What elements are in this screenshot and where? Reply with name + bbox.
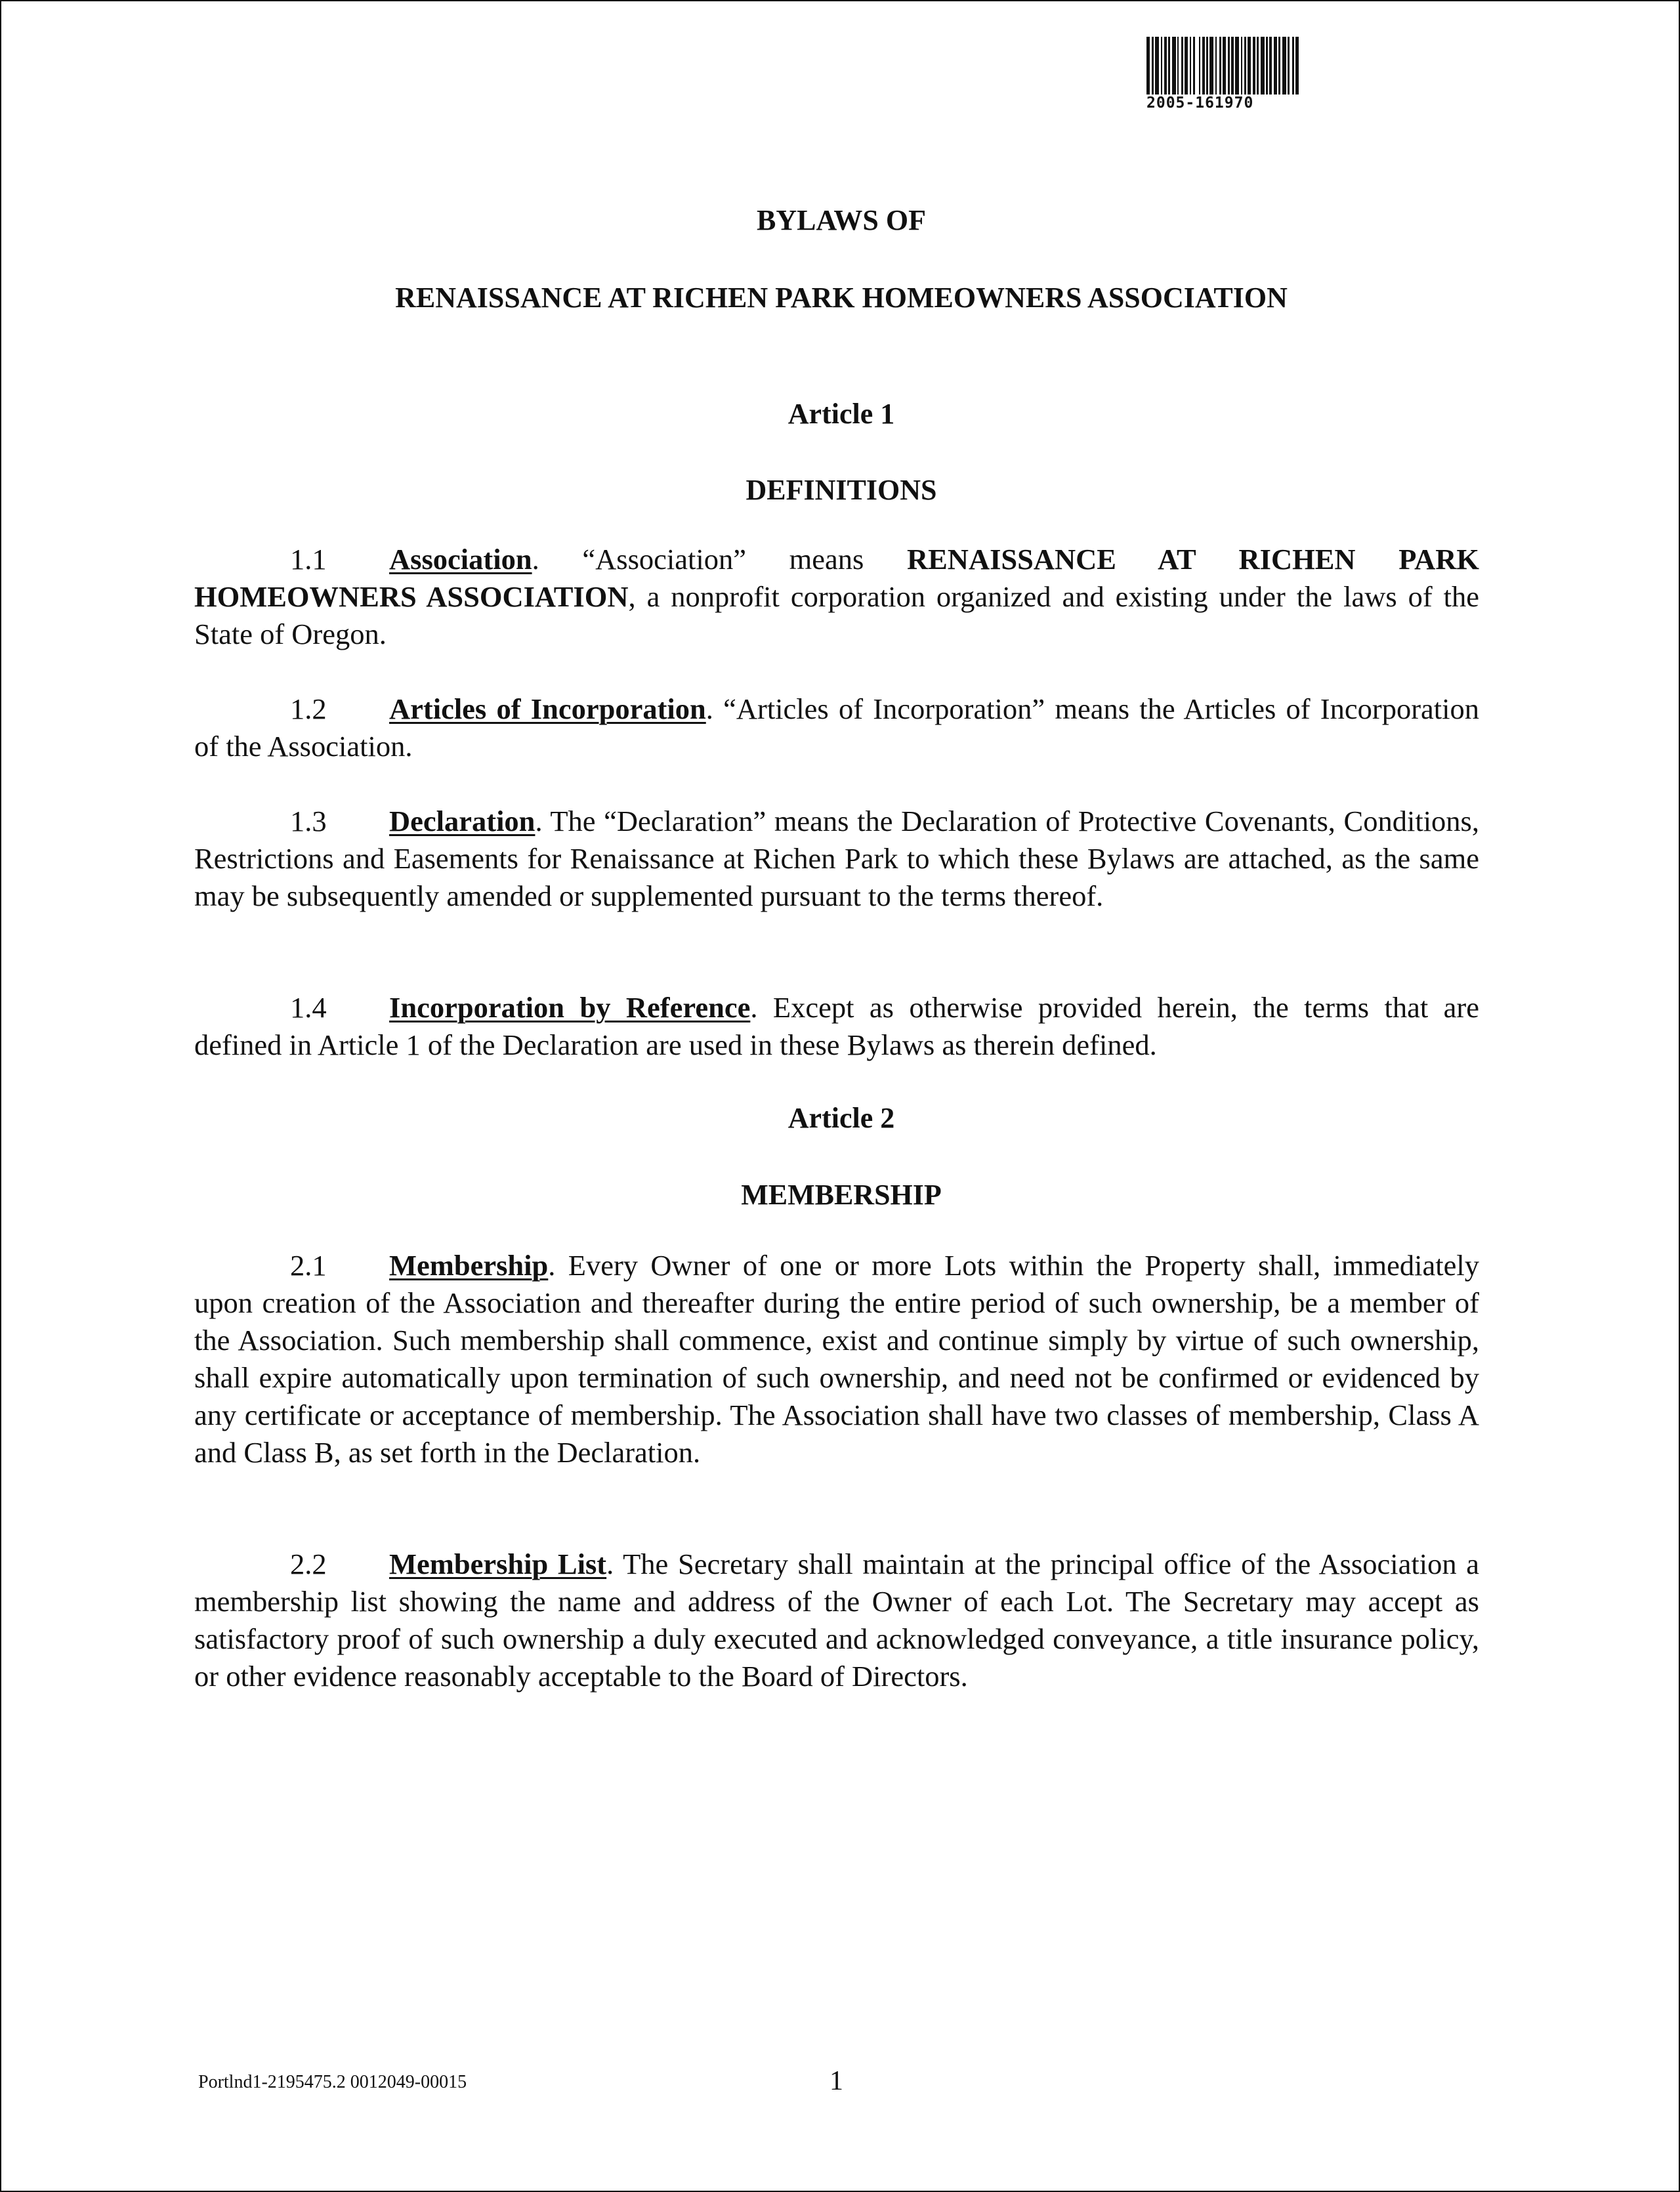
section-1-4 [194,989,1479,1064]
barcode-graphic [1146,37,1443,95]
section-number: 1.2 [290,692,327,725]
section-text: . Every Owner of one or more Lots within the Property shall, immediately upon creation of the Association and thereafter during the entire period of such ownership, be a member of the Association. Such membership shall commence, exist and continue simply by virtue of such ownership, shall expire automatically upon termination of such ownership, and need not be confirmed or evidenced by any certificate or acceptance of membership. The Association shall have two classes of membership, Class A and Class B, as set forth in the Declaration. [194,1249,1479,1469]
footer-document-id: Portlnd1-2195475.2 0012049-00015 [198,2072,467,2092]
section-1-1 [194,541,1479,653]
document-title-line-2: RENAISSANCE AT RICHEN PARK HOMEOWNERS ASSOCIATION [395,282,1288,314]
section-2-1 [194,1247,1479,1471]
section-number: 2.1 [290,1249,327,1282]
section-term: Declaration [389,805,536,837]
section-bold-name: RENAISSANCE AT RICHEN PARK HOMEOWNERS ASSOCIATION [194,543,1479,613]
section-1-2 [194,690,1479,765]
section-term: Articles of Incorporation [389,692,706,725]
section-text: . The Secretary shall maintain at the principal office of the Association a membership list showing the name and address of the Owner of each Lot. The Secretary may accept as satisfactory proof of such ownership a duly executed and acknowledged conveyance, a title insurance policy, or other evidence reasonably acceptable to the Board of Directors. [194,1548,1480,1693]
section-term: Membership List [389,1548,607,1580]
article-2-heading: MEMBERSHIP [741,1179,942,1211]
article-2-label: Article 2 [788,1102,895,1134]
section-text: . The “Declaration” means the Declaration of Protective Covenants, Conditions, Restrictions and Easements for Renaissance at Richen Park to which these Bylaws are attached, as the same may be subsequently amended or supplemented pursuant to the terms thereof. [194,805,1479,912]
section-number: 1.1 [290,543,327,576]
section-number: 1.4 [290,991,327,1024]
document-title-line-1: BYLAWS OF [757,204,926,236]
barcode-number: 2005-161970 [1146,95,1254,112]
section-text: , a nonprofit corporation organized and existing under the laws of the State of Oregon. [194,580,1479,650]
section-1-3 [194,803,1479,915]
section-number: 1.3 [290,805,327,837]
section-term: Incorporation by Reference [389,991,751,1024]
page-number: 1 [830,2066,843,2096]
article-1-heading: DEFINITIONS [746,474,937,506]
section-2-2 [194,1546,1479,1695]
section-text: . Except as otherwise provided herein, the terms that are defined in Article 1 of the Declaration are used in these Bylaws as therein defined. [194,991,1479,1061]
section-term: Association [389,543,532,576]
article-1-label: Article 1 [788,398,895,430]
section-number: 2.2 [290,1548,327,1580]
section-term: Membership [389,1249,549,1282]
section-text: . “Association” means [532,543,907,576]
section-text: . “Articles of Incorporation” means the Articles of Incorporation of the Association. [194,692,1479,763]
